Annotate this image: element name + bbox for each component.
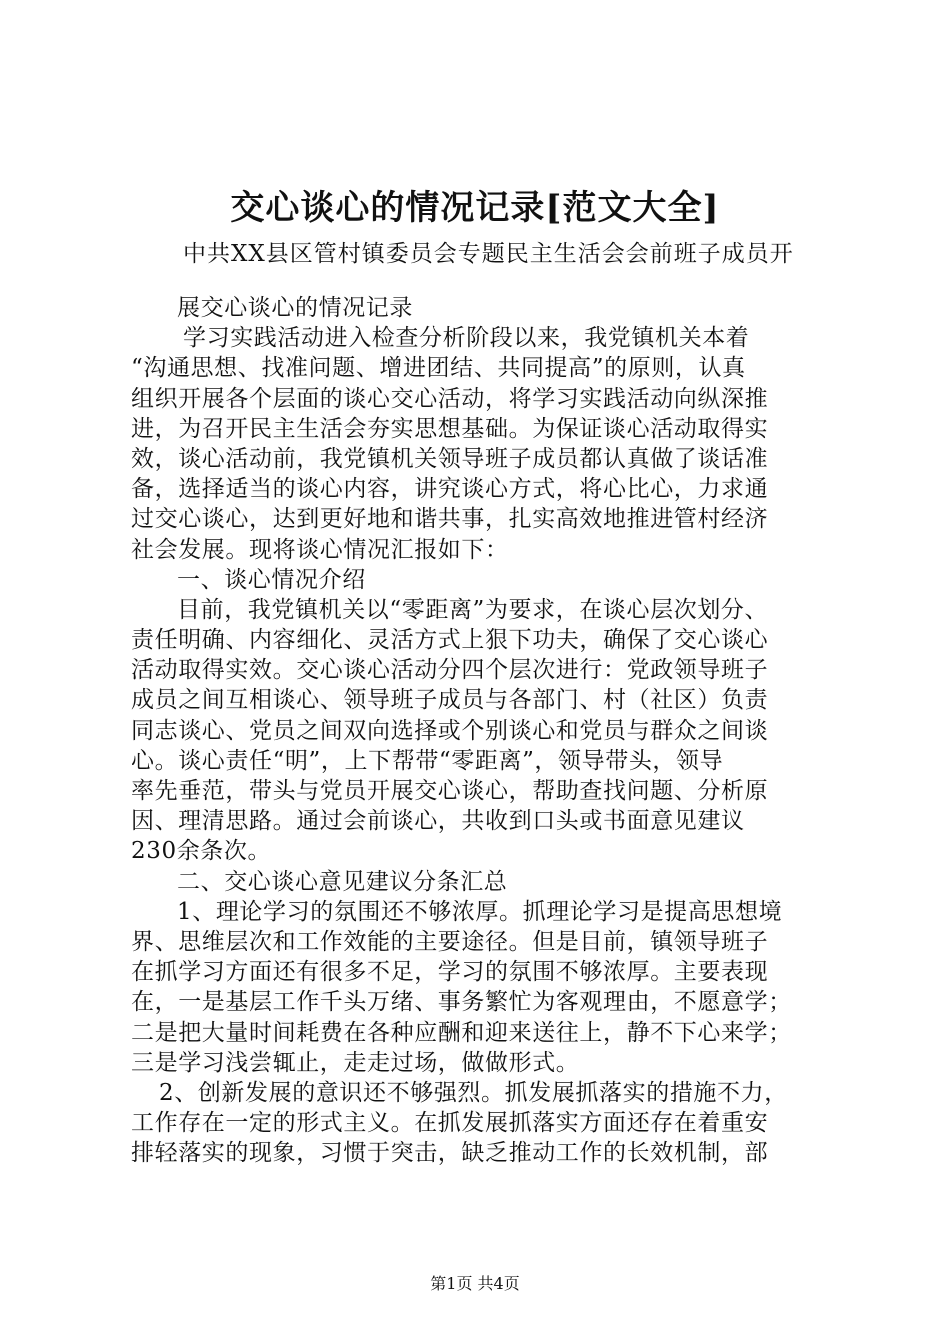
body-line: 成员之间互相谈心、领导班子成员与各部门、村（社区）负责 (131, 687, 769, 714)
body-line: 排轻落实的现象，习惯于突击，缺乏推动工作的长效机制，部 (131, 1140, 769, 1167)
body-line: 在，一是基层工作千头万绪、事务繁忙为客观理由，不愿意学； (131, 989, 792, 1016)
document-body (131, 293, 831, 1168)
body-line: 1、理论学习的氛围还不够浓厚。抓理论学习是提高思想境 (177, 898, 783, 925)
document-title: 交心谈心的情况记录[范文大全] (230, 188, 720, 228)
body-line: 进，为召开民主生活会夯实思想基础。为保证谈心活动取得实 (131, 415, 769, 442)
section-heading: 一、谈心情况介绍 (177, 566, 366, 593)
body-line: “沟通思想、找准问题、增进团结、共同提高”的原则，认真 (131, 355, 746, 382)
body-line: 在抓学习方面还有很多不足，学习的氛围不够浓厚。主要表现 (131, 959, 769, 986)
body-line: 目前，我党镇机关以“零距离”为要求，在谈心层次划分、 (177, 596, 769, 623)
body-line: 社会发展。现将谈心情况汇报如下： (131, 536, 509, 563)
body-line: 2、创新发展的意识还不够强烈。抓发展抓落实的措施不力， (159, 1079, 788, 1106)
body-line: 学习实践活动进入检查分析阶段以来，我党镇机关本着 (183, 325, 750, 352)
body-line: 界、思维层次和工作效能的主要途径。但是目前，镇领导班子 (131, 928, 769, 955)
body-line: 率先垂范，带头与党员开展交心谈心，帮助查找问题、分析原 (131, 778, 769, 804)
body-line: 过交心谈心，达到更好地和谐共事，扎实高效地推进管村经济 (131, 506, 769, 533)
body-line: 工作存在一定的形式主义。在抓发展抓落实方面还存在着重安 (131, 1110, 769, 1137)
body-line: 同志谈心、党员之间双向选择或个别谈心和党员与群众之间谈 (131, 717, 769, 744)
body-line: 二是把大量时间耗费在各种应酬和迎来送往上，静不下心来学； (131, 1019, 792, 1046)
body-line: 因、理清思路。通过会前谈心，共收到口头或书面意见建议 (131, 808, 745, 835)
page-number: 第1页 共4页 (430, 1274, 520, 1293)
section-heading: 二、交心谈心意见建议分条汇总 (177, 868, 508, 895)
body-line: 责任明确、内容细化、灵活方式上狠下功夫，确保了交心谈心 (131, 627, 769, 654)
body-line: 展交心谈心的情况记录 (177, 295, 413, 321)
body-line: 三是学习浅尝辄止，走走过场，做做形式。 (131, 1049, 580, 1076)
body-line: 230余条次。 (131, 838, 272, 865)
body-line: 组织开展各个层面的谈心交心活动，将学习实践活动向纵深推 (131, 385, 769, 412)
body-line: 活动取得实效。交心谈心活动分四个层次进行：党政领导班子 (131, 657, 769, 684)
body-line: 效，谈心活动前，我党镇机关领导班子成员都认真做了谈话准 (131, 445, 769, 472)
body-line: 心。谈心责任“明”，上下帮带“零距离”，领导带头，领导 (131, 747, 724, 774)
document-subtitle: 中共XX县区管村镇委员会专题民主生活会会前班子成员开 (183, 241, 794, 267)
body-line: 备，选择适当的谈心内容，讲究谈心方式，将心比心，力求通 (131, 476, 769, 503)
